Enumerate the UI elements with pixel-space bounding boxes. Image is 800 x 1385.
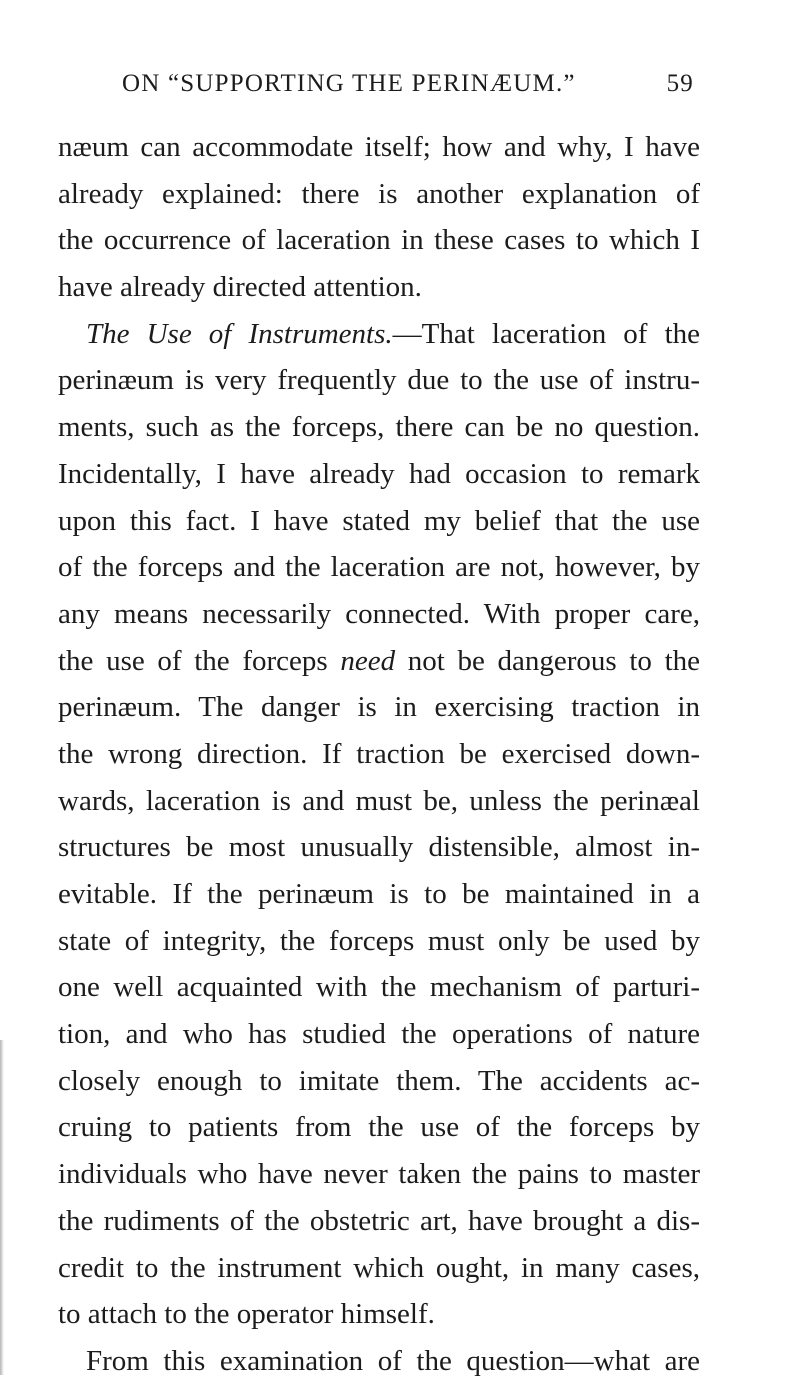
text-line: ments, such as the forceps, there can be no question. [58, 411, 700, 444]
text-line: individuals who have never taken the pains to master [58, 1158, 700, 1191]
text-line: næum can accommodate itself; how and why, I have [58, 131, 700, 163]
text-line: to attach to the operator himself. [58, 1298, 435, 1331]
text-line: perinæum. The danger is in exercising traction in [58, 691, 700, 724]
running-title: ON “SUPPORTING THE PERINÆUM.” [122, 70, 576, 97]
text-line [58, 638, 700, 685]
text-line: have already directed attention. [58, 271, 422, 304]
text-line: closely enough to imitate them. The accidents ac- [58, 1064, 700, 1097]
text-segment: —That laceration of the [392, 317, 700, 350]
text-line: evitable. If the perinæum is to be maintained in a [58, 878, 700, 910]
page-edge-shadow [0, 1040, 4, 1375]
text-line: structures be most unusually distensible, almost in- [58, 831, 700, 864]
section-heading: The Use of Instruments. [86, 317, 393, 350]
text-line: cruing to patients from the use of the forceps by [58, 1111, 700, 1144]
text-line: any means necessarily connected. With proper care, [58, 597, 700, 630]
page-number: 59 [666, 70, 694, 97]
text-segment: not be dangerous to the [395, 644, 700, 677]
text-line: the rudiments of the obstetric art, have brought a dis- [58, 1204, 700, 1237]
text-line: perinæum is very frequently due to the use of instru- [58, 364, 700, 397]
text-line: state of integrity, the forceps must only be used by [58, 924, 700, 957]
running-head [122, 70, 694, 110]
section-heading-line [58, 311, 700, 358]
text-line: one well acquainted with the mechanism of parturi- [58, 971, 700, 1004]
text-line: the occurrence of laceration in these cases to which I [58, 224, 700, 257]
text-line: upon this fact. I have stated my belief that the use [58, 504, 700, 537]
body-text [58, 124, 700, 1385]
text-line: From this examination of the question—what are [86, 1344, 700, 1377]
text-segment: the use of the forceps [58, 644, 341, 677]
emphasis-word: need [340, 644, 396, 677]
text-line: wards, laceration is and must be, unless the perinæal [58, 784, 700, 817]
text-line: credit to the instrument which ought, in many cases, [58, 1251, 700, 1284]
text-line: of the forceps and the laceration are not, however, by [58, 551, 700, 584]
text-line: already explained: there is another explanation of [58, 177, 700, 210]
text-line: tion, and who has studied the operations of nature [58, 1018, 700, 1051]
text-line: the wrong direction. If traction be exercised down- [58, 737, 700, 770]
text-line: Incidentally, I have already had occasion to remark [58, 457, 700, 490]
